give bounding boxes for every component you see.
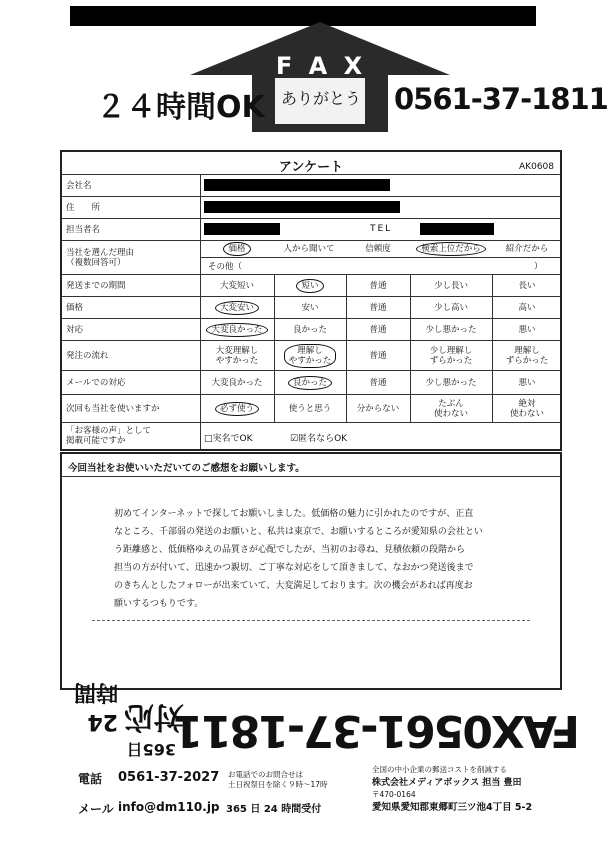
footer-mirror-days: 365日 — [126, 740, 176, 759]
rating-option[interactable]: 分からない — [356, 403, 400, 414]
reason-other-close: ） — [534, 262, 543, 272]
address-label: 住 所 — [66, 202, 101, 213]
thanks-label: ありがとう — [280, 89, 361, 108]
tel-label: TEL — [370, 224, 393, 234]
company-row — [62, 175, 560, 197]
rating-option[interactable]: 少し悪かった — [425, 324, 477, 335]
rating-label: メールでの対応 — [66, 377, 126, 388]
rating-option[interactable]: 長い — [518, 280, 536, 291]
comment-box — [60, 452, 562, 690]
company-tagline: 全国の中小企業の郵送コストを削減する — [372, 765, 507, 774]
rating-option[interactable]: 大変短い — [219, 280, 254, 291]
comment-line: う距離感と、低価格ゆえの品質さが心配でしたが、当初のお尋ね、見積依頼の段階から — [114, 545, 466, 555]
rating-option-selected[interactable]: 良かった — [288, 376, 332, 390]
phone-number[interactable]: 0561-37-2027 — [118, 770, 220, 785]
voice-label: 「お客様の声」として 掲載可能ですか — [66, 426, 152, 446]
voice-row — [62, 423, 560, 449]
rating-option[interactable]: 悪い — [518, 377, 536, 388]
rating-option[interactable]: 安い — [301, 302, 319, 313]
rating-option[interactable]: 普通 — [369, 350, 387, 361]
tel-redaction — [420, 223, 494, 235]
company-redaction — [204, 179, 390, 191]
rating-option[interactable]: 普通 — [369, 324, 387, 335]
survey-title-row — [62, 152, 560, 175]
address-redaction — [204, 201, 400, 213]
hours-label: ２４時間OK — [96, 90, 265, 125]
comment-line: 初めてインターネットで探してお願いしました。低価格の魅力に引かれたのですが、正直 — [114, 509, 474, 519]
voice-option-anonymous[interactable]: ☑匿名ならOK — [290, 434, 348, 444]
voice-option-realname[interactable]: □実名でOK — [204, 434, 253, 444]
phone-label: 電話 — [78, 772, 103, 786]
reason-label: 当社を選んだ理由 （複数回答可） — [66, 247, 135, 268]
rating-option[interactable]: 良かった — [292, 324, 327, 335]
comment-line: 願いするつもりです。 — [114, 599, 204, 609]
company-label: 会社名 — [66, 180, 92, 191]
mail-note: 365 日 24 時間受付 — [226, 804, 322, 815]
rating-option-selected[interactable]: 大変安い — [215, 301, 259, 315]
rating-row-email — [62, 371, 560, 395]
rating-option[interactable]: 普通 — [369, 377, 387, 388]
reason-other[interactable]: その他（ — [208, 262, 243, 272]
reason-option-referral[interactable]: 人から聞いて — [283, 244, 335, 254]
rating-label: 価格 — [66, 302, 84, 313]
phone-note-2: 土日祝祭日を除く９時〜17時 — [228, 780, 328, 789]
rating-option-selected[interactable]: 必ず使う — [215, 402, 259, 416]
rating-option[interactable]: 使うと思う — [288, 403, 332, 414]
rating-option[interactable]: 少し悪かった — [425, 377, 477, 388]
footer-mirror-support: 対応 — [124, 699, 184, 734]
rating-row-price — [62, 297, 560, 319]
rating-row-flow — [62, 341, 560, 371]
mail-address[interactable]: info@dm110.jp — [118, 800, 220, 814]
rating-option-selected[interactable]: 理解し やすかった — [284, 344, 337, 368]
rating-label: 発注の流れ — [66, 350, 109, 361]
rating-option[interactable]: 少し長い — [433, 280, 468, 291]
rating-row-shipping — [62, 275, 560, 297]
rating-row-next-use — [62, 395, 560, 423]
company-zip: 〒470-0164 — [372, 790, 416, 799]
mail-label: メール — [78, 802, 114, 816]
rating-row-response — [62, 319, 560, 341]
rating-label: 発送までの期間 — [66, 280, 126, 291]
survey-title: アンケート — [278, 160, 344, 175]
rating-option[interactable]: たぶん 使わない — [433, 398, 468, 419]
phone-note-1: お電話でのお問合せは — [228, 770, 303, 779]
comment-line: のきちんとしたフォローが出来ていて、大変満足しております。次の機会があれば再度お — [114, 581, 473, 591]
rating-option[interactable]: 理解し ずらかった — [505, 345, 549, 366]
fax-number: 0561-37-1811 — [394, 82, 608, 116]
survey-code: AK0608 — [519, 162, 554, 172]
comment-line: なところ、千部弱の発送のお願いと、私共は東京で、お願いするところが愛知県の会社とい — [114, 527, 483, 537]
fax-label: F A X — [275, 52, 367, 80]
comment-line: 担当の方が付いて、迅速かつ親切、ご丁寧な対応をして頂きまして、なおかつ発送後まで — [114, 563, 474, 573]
rating-option[interactable]: 高い — [518, 302, 536, 313]
reason-option-introduction[interactable]: 紹介だから — [505, 244, 549, 254]
person-redaction — [204, 223, 280, 235]
company-name: 株式会社メディアボックス 担当 豊田 — [372, 778, 522, 788]
rating-option[interactable]: 普通 — [369, 302, 387, 313]
footer-mirror-hours: 24時間 — [73, 679, 118, 734]
rating-option[interactable]: 少し理解し ずらかった — [429, 345, 473, 366]
rating-label: 次回も当社を使いますか — [66, 403, 160, 414]
rating-label: 対応 — [66, 324, 84, 335]
rating-option-selected[interactable]: 大変良かった — [206, 323, 267, 337]
company-address: 愛知県愛知郡東郷町三ツ池4丁目 5-2 — [372, 802, 533, 813]
footer-mirror-banner — [70, 679, 580, 762]
rating-option[interactable]: 大変良かった — [211, 377, 263, 388]
survey-table — [60, 150, 562, 451]
address-row — [62, 197, 560, 219]
rating-option[interactable]: 少し高い — [433, 302, 468, 313]
reason-option-trust[interactable]: 信頼度 — [365, 244, 391, 254]
rating-option[interactable]: 普通 — [369, 280, 387, 291]
rating-option[interactable]: 悪い — [518, 324, 536, 335]
rating-option[interactable]: 大変理解し やすかった — [215, 345, 259, 366]
comment-heading: 今回当社をお使いいただいてのご感想をお願いします。 — [68, 463, 305, 474]
footer-mirror-fax: FAX0561-37-1811 — [174, 705, 580, 756]
person-label: 担当者名 — [66, 224, 101, 235]
reason-option-search[interactable]: 検索上位だから — [416, 242, 486, 256]
reason-option-price[interactable]: 価格 — [223, 242, 250, 256]
reason-row — [62, 241, 560, 275]
rating-option-selected[interactable]: 短い — [296, 279, 323, 293]
rating-option[interactable]: 絶対 使わない — [509, 398, 544, 419]
person-row — [62, 219, 560, 241]
